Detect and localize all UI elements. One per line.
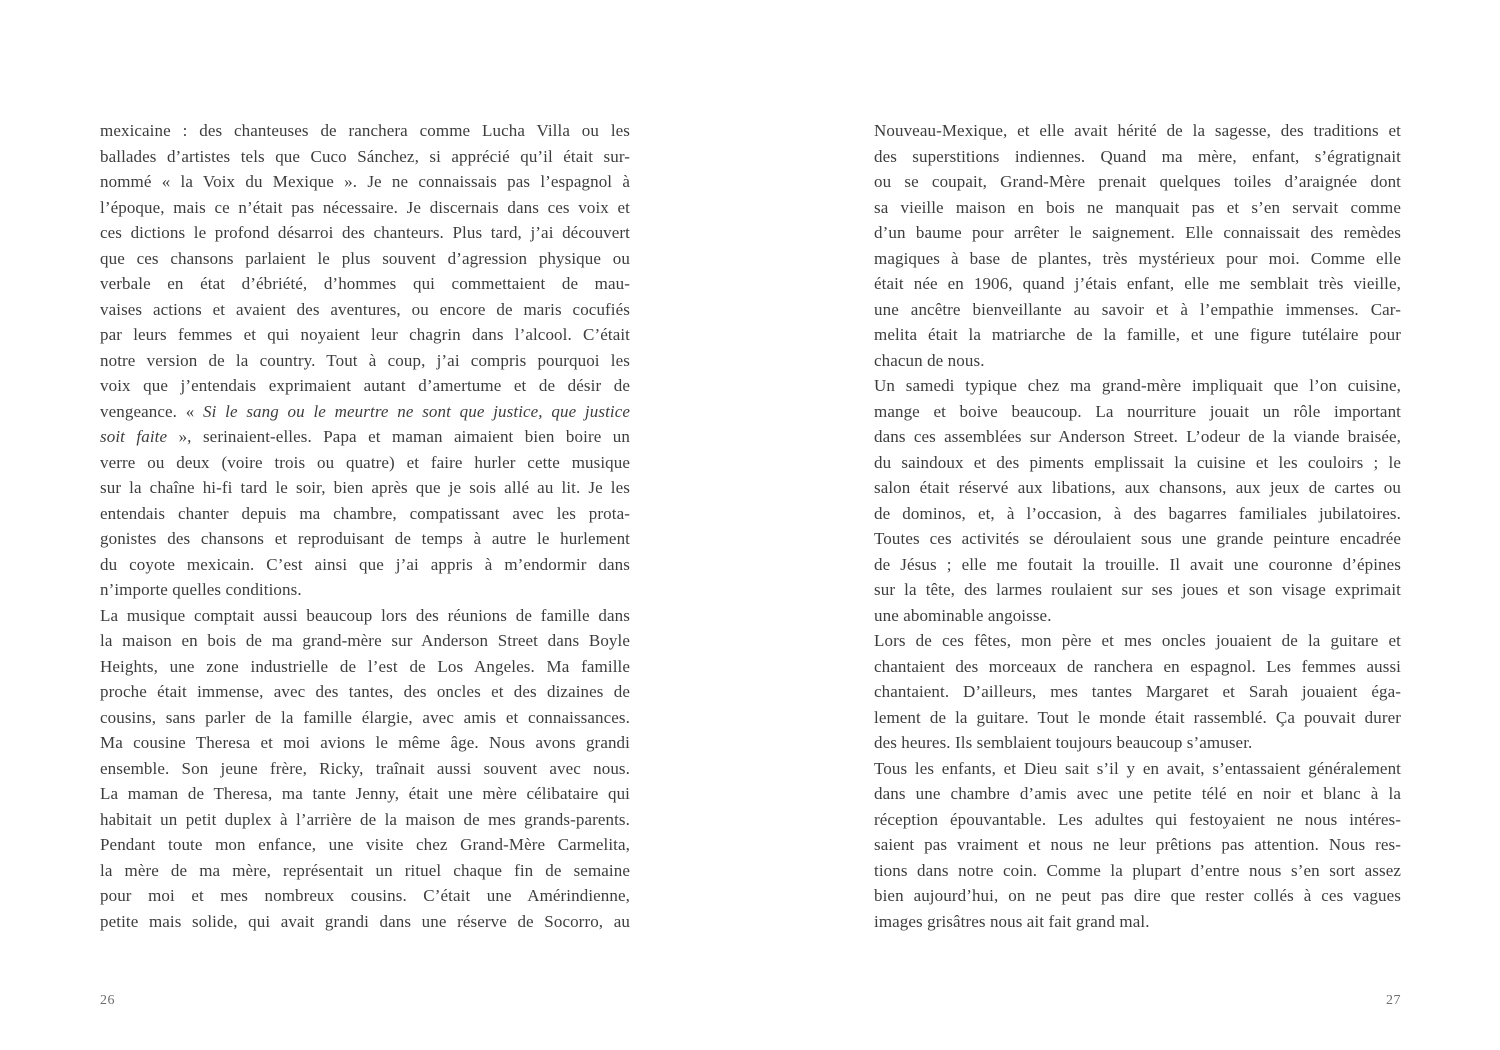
text-line: bien aujourd’hui, on ne peut pas dire que rester collés à ces vagues xyxy=(874,886,1401,905)
text-line: notre version de la country. Tout à coup, j’ai compris pourquoi les xyxy=(100,350,630,370)
text-line: La musique comptait aussi beaucoup lors des réunions de famille dans xyxy=(100,605,630,625)
text-line: cousins, sans parler de la famille élargie, avec amis et connaissances. xyxy=(100,707,630,727)
text-line: réception épouvantable. Les adultes qui festoyaient ne nous intéres- xyxy=(874,809,1401,829)
text-segment: », serinaient-elles. Papa et maman aimaient bien boire un xyxy=(167,427,630,446)
text-line: de Jésus ; elle me foutait la trouille. Il avait une couronne d’épines xyxy=(874,554,1401,574)
text-line: une ancêtre bienveillante au savoir et à l’empathie immenses. Car- xyxy=(874,299,1401,319)
text-line: du coyote mexicain. C’est ainsi que j’ai appris à m’endormir dans xyxy=(100,554,630,574)
text-line: l’époque, mais ce n’était pas nécessaire. Je discernais dans ces voix et xyxy=(100,197,630,217)
text-line: Un samedi typique chez ma grand-mère impliquait que l’on cuisine, xyxy=(874,376,1401,395)
text-line: la mère de ma mère, représentait un rituel chaque fin de semaine xyxy=(100,860,630,880)
text-line: ou se coupait, Grand-Mère prenait quelques toiles d’araignée dont xyxy=(874,172,1401,191)
text-line: voix que j’entendais exprimaient autant d’amertume et de désir de xyxy=(100,376,630,395)
text-line: chantaient. D’ailleurs, mes tantes Margaret et Sarah jouaient éga- xyxy=(874,682,1401,701)
text-line: de dominos, et, à l’occasion, à des bagarres familiales jubilatoires. xyxy=(874,503,1401,523)
text-line: Pendant toute mon enfance, une visite chez Grand-Mère Carmelita, xyxy=(100,835,630,854)
text-line: dans une chambre d’amis avec une petite télé en noir et blanc à la xyxy=(874,784,1401,803)
text-line: chantaient des morceaux de ranchera en espagnol. Les femmes aussi xyxy=(874,656,1401,676)
text-line: ensemble. Son jeune frère, Ricky, traînait aussi souvent avec nous. xyxy=(100,758,630,778)
text-line: verbale en état d’ébriété, d’hommes qui commettaient de mau- xyxy=(100,274,630,293)
text-line: Heights, une zone industrielle de l’est de Los Angeles. Ma famille xyxy=(100,656,630,676)
text-line: magiques à base de plantes, très mystérieux pour moi. Comme elle xyxy=(874,248,1401,268)
text-line: salon était réservé aux libations, aux chansons, aux jeux de cartes ou xyxy=(874,478,1401,497)
text-line: images grisâtres nous ait fait grand mal. xyxy=(874,911,1150,931)
page-right xyxy=(750,0,1500,1050)
text-line: proche était immense, avec des tantes, des oncles et des dizaines de xyxy=(100,682,630,701)
text-line: sa vieille maison en bois ne manquait pas et s’en servait comme xyxy=(874,197,1401,217)
text-line: Ma cousine Theresa et moi avions le même âge. Nous avons grandi xyxy=(100,733,630,752)
text-line: dans ces assemblées sur Anderson Street. L’odeur de la viande braisée, xyxy=(874,427,1401,446)
text-line: saient pas vraiment et nous ne leur prêtions pas attention. Nous res- xyxy=(874,835,1401,854)
text-line: la maison en bois de ma grand-mère sur Anderson Street dans Boyle xyxy=(100,631,630,650)
text-line: Nouveau-Mexique, et elle avait hérité de la sagesse, des traditions et xyxy=(874,121,1401,140)
text-line: ces dictions le profond désarroi des chanteurs. Plus tard, j’ai découvert xyxy=(100,223,630,242)
text-line: Tous les enfants, et Dieu sait s’il y en avait, s’entassaient généralement xyxy=(874,758,1401,778)
text-line: habitait un petit duplex à l’arrière de la maison de mes grands-parents. xyxy=(100,809,630,829)
text-line: chacun de nous. xyxy=(874,350,985,370)
italic-quote-segment: Si le sang ou le meurtre ne sont que justice, que justice xyxy=(203,401,631,421)
page-right-text-block xyxy=(874,118,1401,934)
text-line: verre ou deux (voire trois ou quatre) et faire hurler cette musique xyxy=(100,452,630,472)
text-line: gonistes des chansons et reproduisant de temps à autre le hurlement xyxy=(100,529,630,548)
text-line: mange et boive beaucoup. La nourriture jouait un rôle important xyxy=(874,401,1401,421)
text-line: entendais chanter depuis ma chambre, compatissant avec les prota- xyxy=(100,503,630,523)
page-number-left: 26 xyxy=(100,993,115,1008)
text-line: était née en 1906, quand j’étais enfant, elle me semblait très vieille, xyxy=(874,274,1401,293)
page-number-right: 27 xyxy=(1386,993,1401,1008)
text-line: des heures. Ils semblaient toujours beaucoup s’amuser. xyxy=(874,733,1253,752)
text-line: que ces chansons parlaient le plus souvent d’agression physique ou xyxy=(100,248,630,268)
text-line: par leurs femmes et qui noyaient leur chagrin dans l’alcool. C’était xyxy=(100,325,630,344)
text-line: Toutes ces activités se déroulaient sous une grande peinture encadrée xyxy=(874,529,1401,548)
text-line: mexicaine : des chanteuses de ranchera comme Lucha Villa ou les xyxy=(100,121,630,140)
text-line: du saindoux et des piments emplissait la cuisine et les couloirs ; le xyxy=(874,452,1401,472)
text-line xyxy=(100,424,630,450)
text-line: melita était la matriarche de la famille, et une figure tutélaire pour xyxy=(874,325,1401,344)
text-line: La maman de Theresa, ma tante Jenny, était une mère célibataire qui xyxy=(100,784,630,803)
text-segment: vengeance. « xyxy=(100,401,204,421)
text-line: Lors de ces fêtes, mon père et mes oncles jouaient de la guitare et xyxy=(874,631,1401,650)
text-line: ballades d’artistes tels que Cuco Sánchez, si apprécié qu’il était sur- xyxy=(100,146,630,166)
text-line: des superstitions indiennes. Quand ma mère, enfant, s’égratignait xyxy=(874,146,1401,166)
text-line: petite mais solide, qui avait grandi dans une réserve de Socorro, au xyxy=(100,911,630,931)
text-line: sur la tête, des larmes roulaient sur ses joues et son visage exprimait xyxy=(874,580,1401,599)
text-line: lement de la guitare. Tout le monde était rassemblé. Ça pouvait durer xyxy=(874,707,1401,727)
text-line: pour moi et mes nombreux cousins. C’était une Amérindienne, xyxy=(100,886,630,905)
text-line: nommé « la Voix du Mexique ». Je ne connaissais pas l’espagnol à xyxy=(100,172,630,191)
italic-quote-segment: soit faite xyxy=(100,427,168,446)
text-line: vaises actions et avaient des aventures, ou encore de maris cocufiés xyxy=(100,299,630,319)
text-line xyxy=(100,399,630,425)
text-line: d’un baume pour arrêter le saignement. Elle connaissait des remèdes xyxy=(874,223,1401,242)
text-line: tions dans notre coin. Comme la plupart d’entre nous s’en sort assez xyxy=(874,860,1401,880)
text-line: sur la chaîne hi-fi tard le soir, bien après que je sois allé au lit. Je les xyxy=(100,478,630,497)
page-left-text-block xyxy=(100,118,630,934)
text-line: une abominable angoisse. xyxy=(874,605,1052,625)
text-line: n’importe quelles conditions. xyxy=(100,580,302,599)
